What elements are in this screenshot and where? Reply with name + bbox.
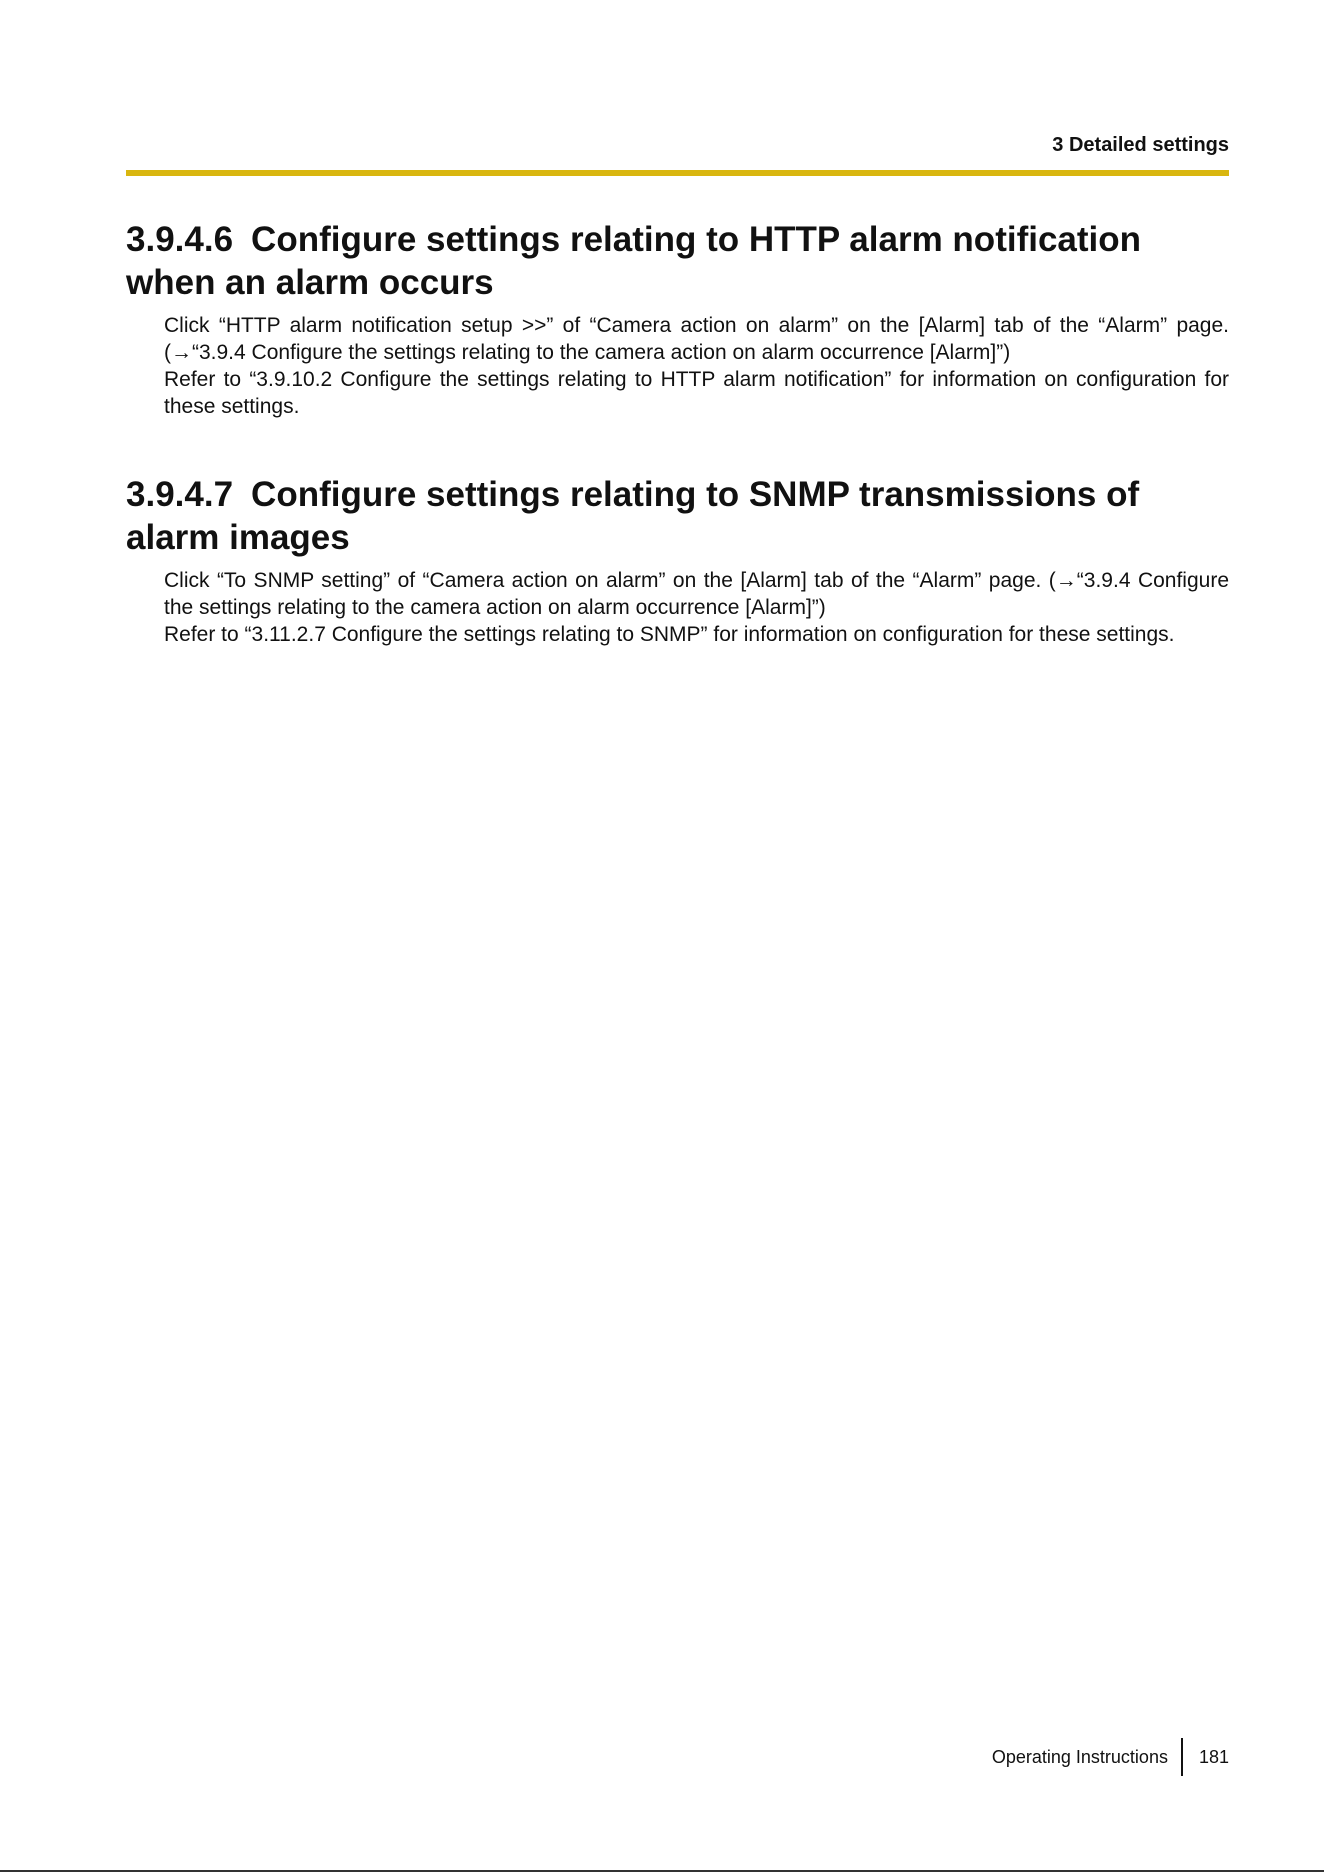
section-number: 3.9.4.7 xyxy=(126,475,234,514)
header-divider xyxy=(126,170,1229,176)
paragraph: Refer to “3.9.10.2 Configure the settings relating to HTTP alarm notification” for information on configuration for these settings. xyxy=(164,368,1229,418)
paragraph: Click “To SNMP setting” of “Camera action on alarm” on the [Alarm] tab of the “Alarm” page. (→“3.9.4 Configure the settings relating to the camera action on alarm occurrence [Alarm]”) xyxy=(164,569,1229,619)
document-name: Operating Instructions xyxy=(991,1746,1168,1767)
section-3-9-4-6 xyxy=(126,218,1229,420)
footer-separator xyxy=(1181,1738,1183,1776)
section-number: 3.9.4.6 xyxy=(126,220,234,259)
section-heading xyxy=(126,473,1229,559)
paragraph: Click “HTTP alarm notification setup >>” of “Camera action on alarm” on the [Alarm] tab of the “Alarm” page. (→“3.9.4 Configure the settings relating to the camera action on alarm occurrence [Alarm]”) xyxy=(164,314,1229,364)
section-body xyxy=(164,312,1229,420)
page-footer xyxy=(992,1738,1229,1776)
paragraph: Refer to “3.11.2.7 Configure the settings relating to SNMP” for information on configuration for these settings. xyxy=(164,623,1175,646)
page-number: 181 xyxy=(1198,1746,1229,1767)
section-3-9-4-7 xyxy=(126,473,1229,648)
section-heading xyxy=(126,218,1229,304)
section-title: Configure settings relating to HTTP alarm notification when an alarm occurs xyxy=(126,220,1142,302)
section-title: Configure settings relating to SNMP transmissions of alarm images xyxy=(126,475,1140,557)
chapter-header: 3 Detailed settings xyxy=(1052,134,1229,156)
section-body xyxy=(164,567,1229,648)
